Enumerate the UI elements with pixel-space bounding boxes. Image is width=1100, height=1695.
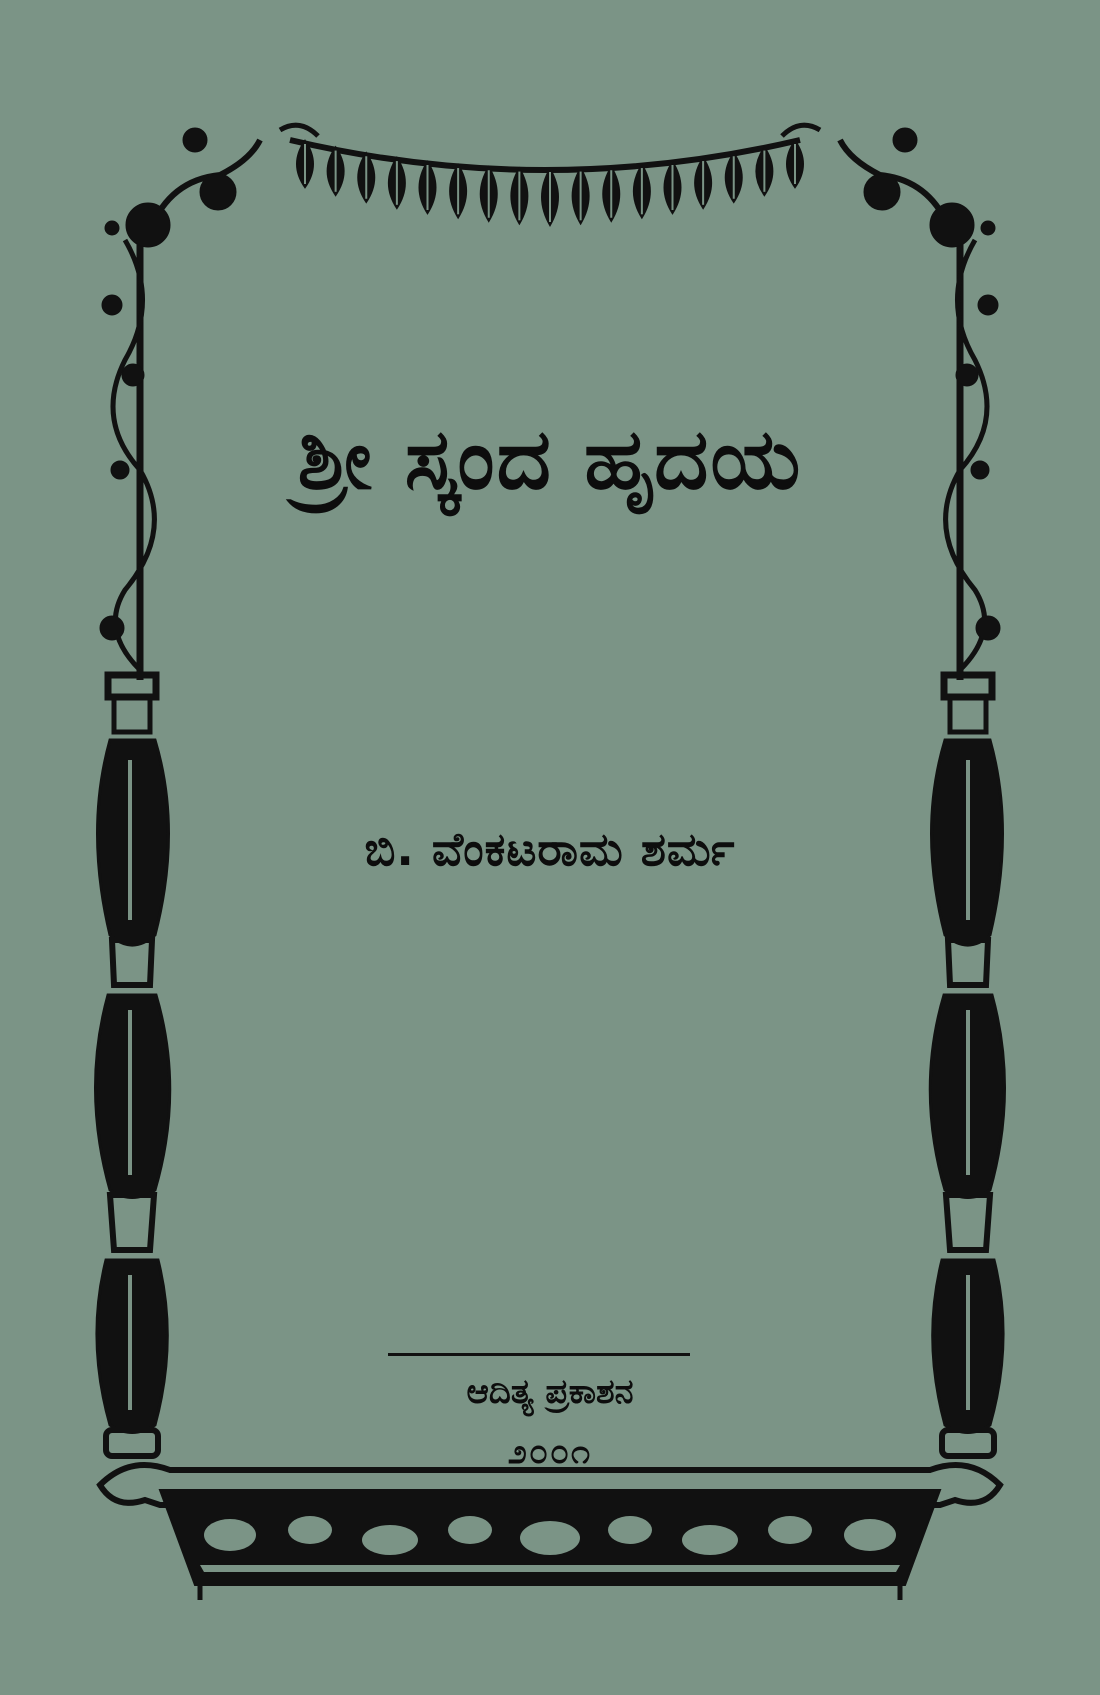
leaf-garland: [280, 125, 820, 226]
divider-rule: [388, 1353, 690, 1356]
publisher-name: ಆದಿತ್ಯ ಪ್ರಕಾಶನ: [466, 1372, 634, 1412]
book-title: ಶ್ರೀ ಸ್ಕಂದ ಹೃದಯ: [297, 410, 803, 508]
ornamental-base: [100, 1465, 1000, 1600]
left-pillar: [95, 675, 169, 1456]
publication-year: ೨೦೦೧: [507, 1432, 593, 1472]
right-pillar: [930, 675, 1004, 1456]
author-name: ಬಿ. ವೆಂಕಟರಾಮ ಶರ್ಮ: [364, 822, 736, 876]
